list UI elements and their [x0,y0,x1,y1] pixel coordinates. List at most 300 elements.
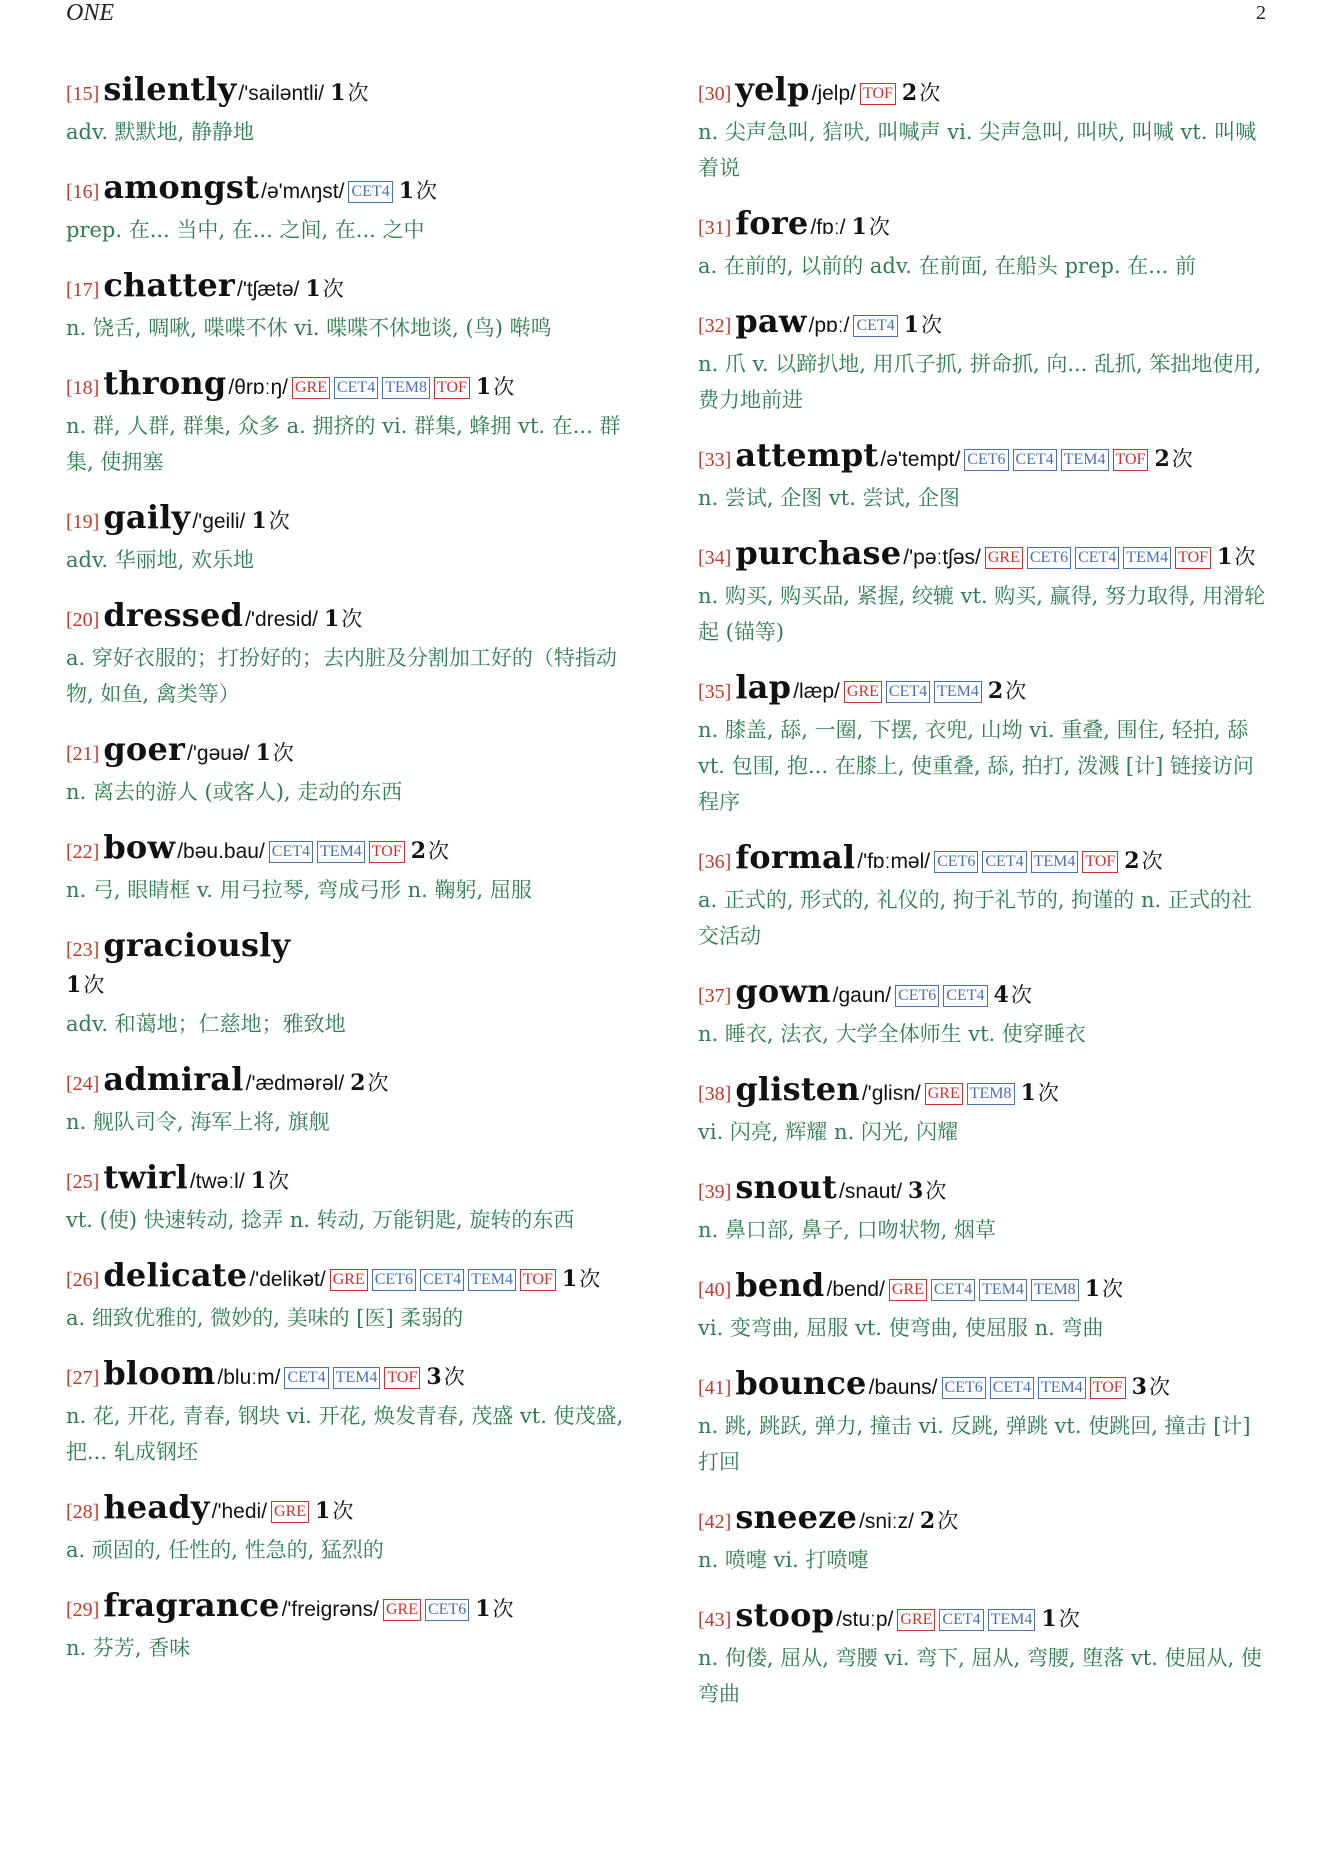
definition: a. 顽固的, 任性的, 性急的, 猛烈的 [66,1538,384,1562]
entry-index: [16] [66,181,100,203]
entry-head [698,670,1270,710]
occurrence-unit: 次 [332,1499,354,1523]
exam-tag-gre: GRE [383,1599,421,1621]
exam-tag-cet6: CET6 [934,851,978,873]
exam-tag-tof: TOF [1082,851,1118,873]
occurrence-count: 1 [475,374,492,400]
occurrence-unit: 次 [925,1179,947,1203]
phonetic: /fɒː/ [810,216,846,239]
word-entry [66,732,638,810]
occurrence-count: 1 [330,80,346,106]
phonetic: /twəːl/ [189,1170,245,1193]
word-entry [698,438,1270,516]
exam-tag-gre: GRE [925,1083,963,1105]
entry-index: [31] [698,217,732,239]
exam-tag-tof: TOF [520,1269,556,1291]
headword: delicate [103,1256,248,1294]
definition: n. 花, 开花, 青春, 钢块 vi. 开花, 焕发青春, 茂盛 vt. 使茂盛, 把... 轧成钢坯 [66,1404,624,1464]
occurrence-unit: 次 [921,313,942,337]
occurrence-count: 1 [251,508,267,534]
word-entry [698,72,1270,186]
headword: fore [735,204,809,242]
phonetic: /'delikət/ [249,1268,326,1291]
entry-head [66,72,638,112]
entry-index: [28] [66,1501,100,1523]
occurrence-count: 1 [851,214,867,240]
exam-tag-tem4: TEM4 [1061,449,1109,471]
occurrence-count: 1 [1217,544,1233,570]
occurrence-count: 1 [323,606,340,632]
occurrence-count: 1 [561,1266,578,1292]
occurrence-count: 1 [305,276,321,302]
occurrence-unit: 次 [443,1365,465,1389]
definition: n. 离去的游人 (或客人), 走动的东西 [66,780,403,804]
exam-tag-cet4: CET4 [943,985,987,1007]
headword: lap [735,668,792,706]
phonetic: /ə'mʌŋst/ [261,180,345,203]
exam-tag-cet4: CET4 [1013,449,1057,471]
exam-tags [981,549,1211,568]
occurrence-count: 4 [993,982,1009,1008]
word-entry [698,206,1270,284]
exam-tag-gre: GRE [844,681,882,703]
definition: n. 群, 人群, 群集, 众多 a. 拥挤的 vi. 群集, 蜂拥 vt. 在... 群集, 使拥塞 [66,414,621,474]
occurrence-unit: 次 [493,375,515,399]
phonetic: /bauns/ [868,1376,938,1399]
entry-index: [41] [698,1377,732,1399]
exam-tag-tof: TOF [384,1367,420,1389]
occurrence-count: 2 [987,678,1004,704]
phonetic: /jelp/ [811,82,856,105]
exam-tag-cet4: CET4 [348,181,392,203]
entry-index: [35] [698,681,732,703]
exam-tag-tem8: TEM8 [382,377,430,399]
occurrence-count: 1 [255,740,271,766]
word-entry [698,1072,1270,1150]
headword: amongst [103,168,260,206]
phonetic: /ə'tempt/ [880,448,961,471]
exam-tag-tem4: TEM4 [317,841,365,863]
exam-tag-cet4: CET4 [853,315,897,337]
page-number: 2 [1256,2,1266,24]
headword: twirl [103,1158,188,1196]
definition: n. 尖声急叫, 狺吠, 叫喊声 vi. 尖声急叫, 叫吠, 叫喊 vt. 叫喊着说 [698,120,1257,180]
definition: n. 爪 v. 以蹄扒地, 用爪子抓, 拼命抓, 向... 乱抓, 笨拙地使用, 费力地前进 [698,352,1262,412]
word-entry [698,1500,1270,1578]
headword: bloom [103,1354,216,1392]
entry-head [66,1062,638,1102]
headword: gaily [103,498,191,536]
occurrence-unit: 次 [367,1071,389,1095]
entry-head [66,1490,638,1530]
exam-tag-cet4: CET4 [939,1609,983,1631]
entry-head [66,830,638,870]
phonetic: /læp/ [793,680,840,703]
exam-tags [930,853,1118,872]
phonetic: /'tʃætə/ [237,278,300,301]
exam-tags [344,183,392,202]
entry-head [66,1356,638,1396]
exam-tag-cet6: CET6 [964,449,1008,471]
headword: heady [103,1488,210,1526]
exam-tag-tof: TOF [434,377,470,399]
occurrence-unit: 次 [868,215,890,239]
headword: silently [103,70,237,108]
entry-head [698,438,1270,478]
exam-tag-tem4: TEM4 [468,1269,516,1291]
exam-tag-gre: GRE [897,1609,935,1631]
exam-tag-tof: TOF [860,83,896,105]
entry-head [66,928,638,1004]
phonetic: /snaut/ [839,1180,903,1203]
entry-head [66,268,638,308]
exam-tag-tof: TOF [369,841,405,863]
word-entry [66,366,638,480]
word-entry [698,304,1270,418]
occurrence-unit: 次 [1234,545,1256,569]
entry-index: [30] [698,83,732,105]
occurrence-count: 3 [426,1364,442,1390]
word-entry [698,536,1270,650]
definition: prep. 在... 当中, 在... 之间, 在... 之中 [66,218,425,242]
phonetic: /bəu.bau/ [177,840,265,863]
word-entry [698,1366,1270,1480]
definition: n. 跳, 跳跃, 弹力, 撞击 vi. 反跳, 弹跳 vt. 使跳回, 撞击 [计] 打回 [698,1414,1251,1474]
exam-tag-cet4: CET4 [982,851,1026,873]
exam-tags [885,1281,1079,1300]
exam-tag-tem4: TEM4 [333,1367,381,1389]
phonetic: /'hedi/ [211,1500,268,1523]
entry-index: [27] [66,1367,100,1389]
entry-index: [34] [698,547,732,569]
definition: vi. 闪亮, 辉耀 n. 闪光, 闪耀 [698,1120,959,1144]
definition: n. 舰队司令, 海军上将, 旗舰 [66,1110,330,1134]
entry-head [698,536,1270,576]
occurrence-unit: 次 [416,179,438,203]
occurrence-unit: 次 [347,81,369,105]
exam-tag-cet4: CET4 [420,1269,464,1291]
occurrence-unit: 次 [579,1267,601,1291]
exam-tag-cet6: CET6 [372,1269,416,1291]
exam-tag-tem4: TEM4 [1123,547,1171,569]
word-entry [66,1588,638,1666]
headword: admiral [103,1060,244,1098]
phonetic: /'geili/ [192,510,246,533]
definition: n. 饶舌, 啁啾, 喋喋不休 vi. 喋喋不休地谈, (鸟) 啭鸣 [66,316,552,340]
occurrence-count: 2 [919,1508,936,1534]
entry-index: [38] [698,1083,732,1105]
entry-head [698,72,1270,112]
entry-index: [21] [66,743,100,765]
exam-tags [849,317,897,336]
headword: throng [103,364,227,402]
word-entry [66,500,638,578]
exam-tag-cet4: CET4 [269,841,313,863]
headword: snout [735,1168,837,1206]
headword: graciously [103,926,291,964]
exam-tag-tem8: TEM8 [1031,1279,1079,1301]
entry-index: [15] [66,83,100,105]
occurrence-unit: 次 [1005,679,1027,703]
phonetic: /'gəuə/ [187,742,250,765]
occurrence-count: 1 [475,1596,491,1622]
occurrence-count: 2 [350,1070,366,1096]
exam-tags [960,451,1148,470]
entry-head [698,206,1270,246]
word-entry [66,170,638,248]
word-entry [698,1268,1270,1346]
occurrence-unit: 次 [919,81,941,105]
entry-head [698,1268,1270,1308]
occurrence-count: 1 [903,312,919,338]
definition: vi. 变弯曲, 屈服 vt. 使弯曲, 使屈服 n. 弯曲 [698,1316,1104,1340]
occurrence-count: 1 [1041,1606,1057,1632]
exam-tag-gre: GRE [292,377,330,399]
phonetic: /'glisn/ [861,1082,921,1105]
occurrence-unit: 次 [492,1597,514,1621]
exam-tags [938,1379,1126,1398]
entry-head [698,1366,1270,1406]
occurrence-count: 1 [1084,1276,1100,1302]
occurrence-count: 1 [315,1498,331,1524]
left-column [66,72,638,1686]
header-title: ONE [66,0,114,26]
occurrence-unit: 次 [1102,1277,1123,1301]
entry-index: [24] [66,1073,100,1095]
exam-tags [267,1503,309,1522]
exam-tag-tem4: TEM4 [934,681,982,703]
definition: n. 膝盖, 舔, 一圈, 下摆, 衣兜, 山坳 vi. 重叠, 围住, 轻拍, 舔 vt. 包围, 抱... 在膝上, 使重叠, 舔, 拍打, 泼溅 [计] 链接访问程序 [698,718,1254,814]
exam-tag-tem4: TEM4 [988,1609,1036,1631]
word-entry [698,1598,1270,1712]
entry-index: [40] [698,1279,732,1301]
phonetic: /'fɒːməl/ [857,850,931,873]
exam-tag-tem8: TEM8 [967,1083,1015,1105]
exam-tag-cet4: CET4 [334,377,378,399]
occurrence-count: 1 [398,178,415,204]
word-entry [698,670,1270,820]
exam-tag-gre: GRE [985,547,1023,569]
word-entry [66,268,638,346]
occurrence-count: 2 [1124,848,1140,874]
exam-tags [265,843,405,862]
phonetic: /sniːz/ [859,1510,914,1533]
occurrence-count: 1 [66,972,82,998]
phonetic: /stuːp/ [836,1608,894,1631]
phonetic: /bend/ [826,1278,885,1301]
headword: goer [103,730,186,768]
headword: paw [735,302,807,340]
entry-head [698,1500,1270,1540]
phonetic: /'sailəntli/ [238,82,325,105]
headword: fragrance [103,1586,280,1624]
entry-index: [23] [66,939,100,961]
exam-tag-tem4: TEM4 [979,1279,1027,1301]
entry-index: [33] [698,449,732,471]
entry-index: [42] [698,1511,732,1533]
definition: n. 尝试, 企图 vt. 尝试, 企图 [698,486,960,510]
headword: formal [735,838,856,876]
headword: dressed [103,596,244,634]
occurrence-count: 2 [901,80,918,106]
entry-index: [20] [66,609,100,631]
occurrence-unit: 次 [83,973,105,997]
headword: bounce [735,1364,867,1402]
headword: gown [735,972,831,1010]
headword: yelp [735,70,810,108]
exam-tag-cet4: CET4 [284,1367,328,1389]
entry-index: [37] [698,985,732,1007]
word-entry [66,1062,638,1140]
occurrence-unit: 次 [1141,849,1163,873]
exam-tags [921,1085,1015,1104]
definition: n. 芬芳, 香味 [66,1636,191,1660]
entry-head [66,732,638,772]
phonetic: /'ædmərəl/ [245,1072,345,1095]
entry-index: [22] [66,841,100,863]
word-entry [66,72,638,150]
definition: n. 佝偻, 屈从, 弯腰 vi. 弯下, 屈从, 弯腰, 堕落 vt. 使屈从, 使弯曲 [698,1646,1262,1706]
right-column [698,72,1270,1732]
entry-head [698,974,1270,1014]
exam-tags [379,1601,469,1620]
definition: n. 购买, 购买品, 紧握, 绞辘 vt. 购买, 赢得, 努力取得, 用滑轮起 (锚等) [698,584,1266,644]
definition: adv. 默默地, 静静地 [66,120,255,144]
word-entry [66,598,638,712]
entry-head [66,170,638,210]
word-entry [66,1258,638,1336]
exam-tags [280,1369,420,1388]
occurrence-unit: 次 [1171,447,1193,471]
definition: n. 弓, 眼睛框 v. 用弓拉琴, 弯成弓形 n. 鞠躬, 屈服 [66,878,532,902]
word-entry [66,1160,638,1238]
phonetic: /'pəːtʃəs/ [903,546,981,569]
entry-head [66,598,638,638]
occurrence-count: 3 [908,1178,924,1204]
word-entry [698,840,1270,954]
definition: a. 正式的, 形式的, 礼仪的, 拘于礼节的, 拘谨的 n. 正式的社交活动 [698,888,1252,948]
definition: adv. 华丽地, 欢乐地 [66,548,255,572]
entry-head [66,366,638,406]
occurrence-unit: 次 [1148,1375,1170,1399]
word-entry [66,1490,638,1568]
exam-tag-cet4: CET4 [886,681,930,703]
headword: stoop [735,1596,835,1634]
entry-index: [18] [66,377,100,399]
headword: attempt [735,436,879,474]
occurrence-unit: 次 [1037,1081,1059,1105]
definition: a. 在前的, 以前的 adv. 在前面, 在船头 prep. 在... 前 [698,254,1197,278]
occurrence-count: 2 [1154,446,1170,472]
exam-tags [288,379,470,398]
phonetic: /'dresid/ [245,608,318,631]
exam-tags [891,987,987,1006]
exam-tag-tem4: TEM4 [1031,851,1079,873]
exam-tags [856,85,896,104]
headword: purchase [735,534,902,572]
entry-head [698,840,1270,880]
headword: sneeze [735,1498,858,1536]
entry-index: [32] [698,315,732,337]
entry-head [698,304,1270,344]
phonetic: /'freigrəns/ [281,1598,379,1621]
entry-index: [36] [698,851,732,873]
exam-tag-tem4: TEM4 [1038,1377,1086,1399]
occurrence-unit: 次 [272,741,294,765]
occurrence-count: 3 [1131,1374,1147,1400]
exam-tag-cet4: CET4 [931,1279,975,1301]
word-entry [66,928,638,1042]
entry-head [66,1258,638,1298]
headword: glisten [735,1070,860,1108]
exam-tag-gre: GRE [271,1501,309,1523]
entry-head [698,1072,1270,1112]
entry-index: [43] [698,1609,732,1631]
entry-head [698,1598,1270,1638]
exam-tag-tof: TOF [1090,1377,1126,1399]
phonetic: /θrɒːŋ/ [228,376,288,399]
word-entry [66,1356,638,1470]
word-entry [698,974,1270,1052]
occurrence-unit: 次 [322,277,344,301]
occurrence-count: 2 [410,838,427,864]
exam-tag-cet6: CET6 [942,1377,986,1399]
definition: adv. 和蔼地；仁慈地；雅致地 [66,1012,346,1036]
occurrence-count: 1 [250,1168,266,1194]
entry-index: [17] [66,279,100,301]
entry-head [698,1170,1270,1210]
exam-tag-tof: TOF [1113,449,1149,471]
exam-tag-cet6: CET6 [425,1599,469,1621]
occurrence-count: 1 [1020,1080,1036,1106]
exam-tags [840,683,982,702]
headword: bend [735,1266,825,1304]
occurrence-unit: 次 [268,1169,289,1193]
occurrence-unit: 次 [1058,1607,1080,1631]
entry-head [66,500,638,540]
phonetic: /bluːm/ [217,1366,281,1389]
occurrence-unit: 次 [428,839,450,863]
definition: n. 喷嚏 vi. 打喷嚏 [698,1548,869,1572]
entry-index: [39] [698,1181,732,1203]
exam-tag-cet6: CET6 [1027,547,1071,569]
definition: n. 睡衣, 法衣, 大学全体师生 vt. 使穿睡衣 [698,1022,1086,1046]
entry-head [66,1160,638,1200]
entry-index: [29] [66,1599,100,1621]
headword: chatter [103,266,235,304]
exam-tag-cet4: CET4 [990,1377,1034,1399]
definition: a. 穿好衣服的；打扮好的；去内脏及分割加工好的（特指动物, 如鱼, 禽类等） [66,646,617,706]
entry-index: [26] [66,1269,100,1291]
exam-tag-tof: TOF [1175,547,1211,569]
exam-tag-cet6: CET6 [895,985,939,1007]
exam-tag-cet4: CET4 [1075,547,1119,569]
word-entry [66,830,638,908]
phonetic: /pɒː/ [808,314,850,337]
entry-index: [19] [66,511,100,533]
definition: n. 鼻口部, 鼻子, 口吻状物, 烟草 [698,1218,996,1242]
exam-tag-gre: GRE [330,1269,368,1291]
occurrence-unit: 次 [341,607,363,631]
entry-index: [25] [66,1171,100,1193]
entry-head [66,1588,638,1628]
exam-tags [326,1271,556,1290]
definition: a. 细致优雅的, 微妙的, 美味的 [医] 柔弱的 [66,1306,464,1330]
headword: bow [103,828,176,866]
word-entry [698,1170,1270,1248]
occurrence-unit: 次 [268,509,290,533]
exam-tag-gre: GRE [889,1279,927,1301]
